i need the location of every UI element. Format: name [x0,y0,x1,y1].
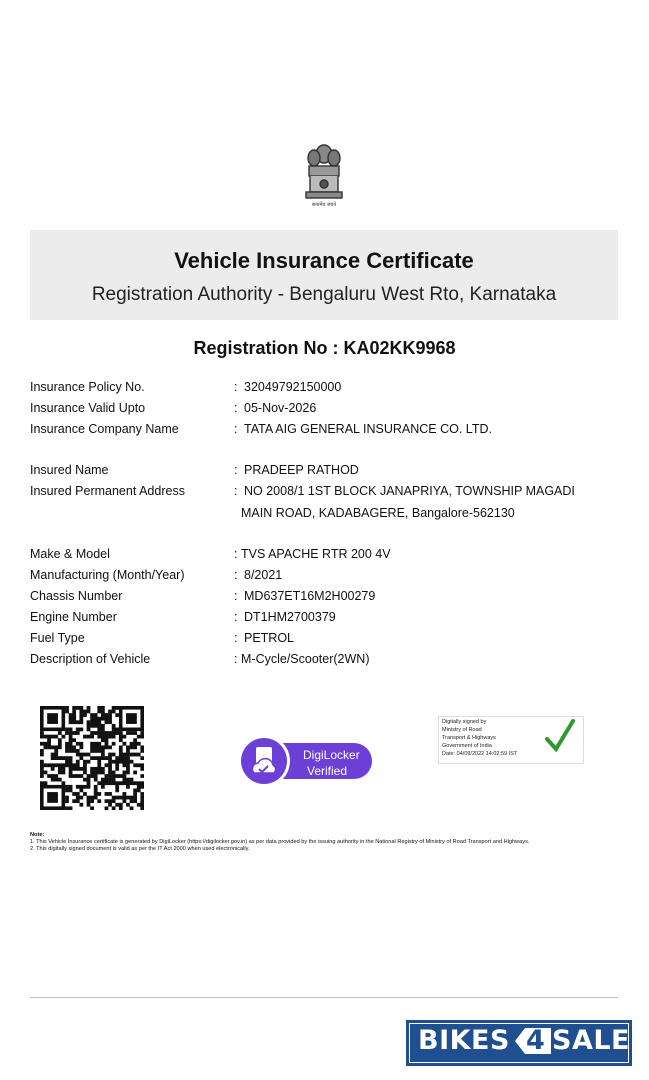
field-colon: : [234,568,238,582]
green-checkmark-icon [543,717,577,757]
field-value: NO 2008/1 1ST BLOCK JANAPRIYA, TOWNSHIP MAGADI [244,484,575,498]
field-value: TVS APACHE RTR 200 4V [241,547,391,561]
field-label: Insurance Policy No. [30,380,145,394]
field-colon: : [234,380,238,394]
field-value: TATA AIG GENERAL INSURANCE CO. LTD. [244,422,492,436]
field-colon: : [234,484,238,498]
signature-line: Digitally signed by [442,719,487,725]
signature-line: Transport & Highways [442,735,496,741]
registration-authority: Registration Authority - Bengaluru West Rto, Karnataka [91,284,557,305]
note-item: 1. This Vehicle Insurance certificate is generated by DigiLocker (https://digilocker.gov.in) as per data provided by the issuing authority in the National Registry of Ministry of Road Transport and Highways. [30,839,530,845]
field-colon: : [234,589,238,603]
field-value: PRADEEP RATHOD [244,463,359,477]
field-colon: : [234,652,238,666]
field-label: Insured Name [30,463,109,477]
field-label: Chassis Number [30,589,123,603]
qr-finder-pattern [126,713,137,724]
bikes4sale-logo [406,1020,632,1066]
field-colon: : [234,610,238,624]
field-label: Engine Number [30,610,117,624]
field-value: PETROL [244,631,295,645]
registration-number: Registration No : KA02KK9968 [193,338,456,358]
field-colon: : [234,547,238,561]
field-colon: : [234,401,238,415]
signature-line: Ministry of Road [442,727,482,733]
field-label: Manufacturing (Month/Year) [30,568,185,582]
field-label: Make & Model [30,547,110,561]
qr-finder-pattern [47,792,58,803]
certificate-header [30,230,618,320]
field-value-continued: MAIN ROAD, KADABAGERE, Bangalore-562130 [241,506,515,520]
emblem-caption: सत्यमेव जयते [311,202,337,208]
field-value: 32049792150000 [244,380,342,394]
field-colon: : [234,463,238,477]
digilocker-verified-label: Verified [307,764,348,778]
field-value: M-Cycle/Scooter(2WN) [241,652,370,666]
field-value: MD637ET16M2H00279 [244,589,376,603]
divider [30,997,618,998]
certificate-title: Vehicle Insurance Certificate [174,248,474,273]
field-label: Fuel Type [30,631,85,645]
note-item: 2. This digitally signed document is valid as per the IT Act 2000 when used electronically. [30,846,250,852]
field-colon: : [234,631,238,645]
logo-text-four: 4 [526,1025,546,1056]
field-value: 05-Nov-2026 [244,401,317,415]
notes-title: Note: [30,832,45,838]
signature-date: Date: 04/09/2022 14:02:59 IST [442,751,518,757]
qr-finder-pattern [47,713,58,724]
logo-text-sale: SALE [552,1025,630,1056]
field-label: Insurance Valid Upto [30,401,146,415]
field-label: Insurance Company Name [30,422,179,436]
qr-code [40,706,144,810]
field-colon: : [234,422,238,436]
field-label: Description of Vehicle [30,652,151,666]
digilocker-label: DigiLocker [303,748,360,762]
field-value: DT1HM2700379 [244,610,336,624]
field-label: Insured Permanent Address [30,484,185,498]
field-value: 8/2021 [244,568,283,582]
digital-signature [438,716,584,764]
certificate-notes [30,832,620,853]
signature-line: Government of India [442,743,492,749]
logo-text-bikes: BIKES [418,1025,510,1056]
